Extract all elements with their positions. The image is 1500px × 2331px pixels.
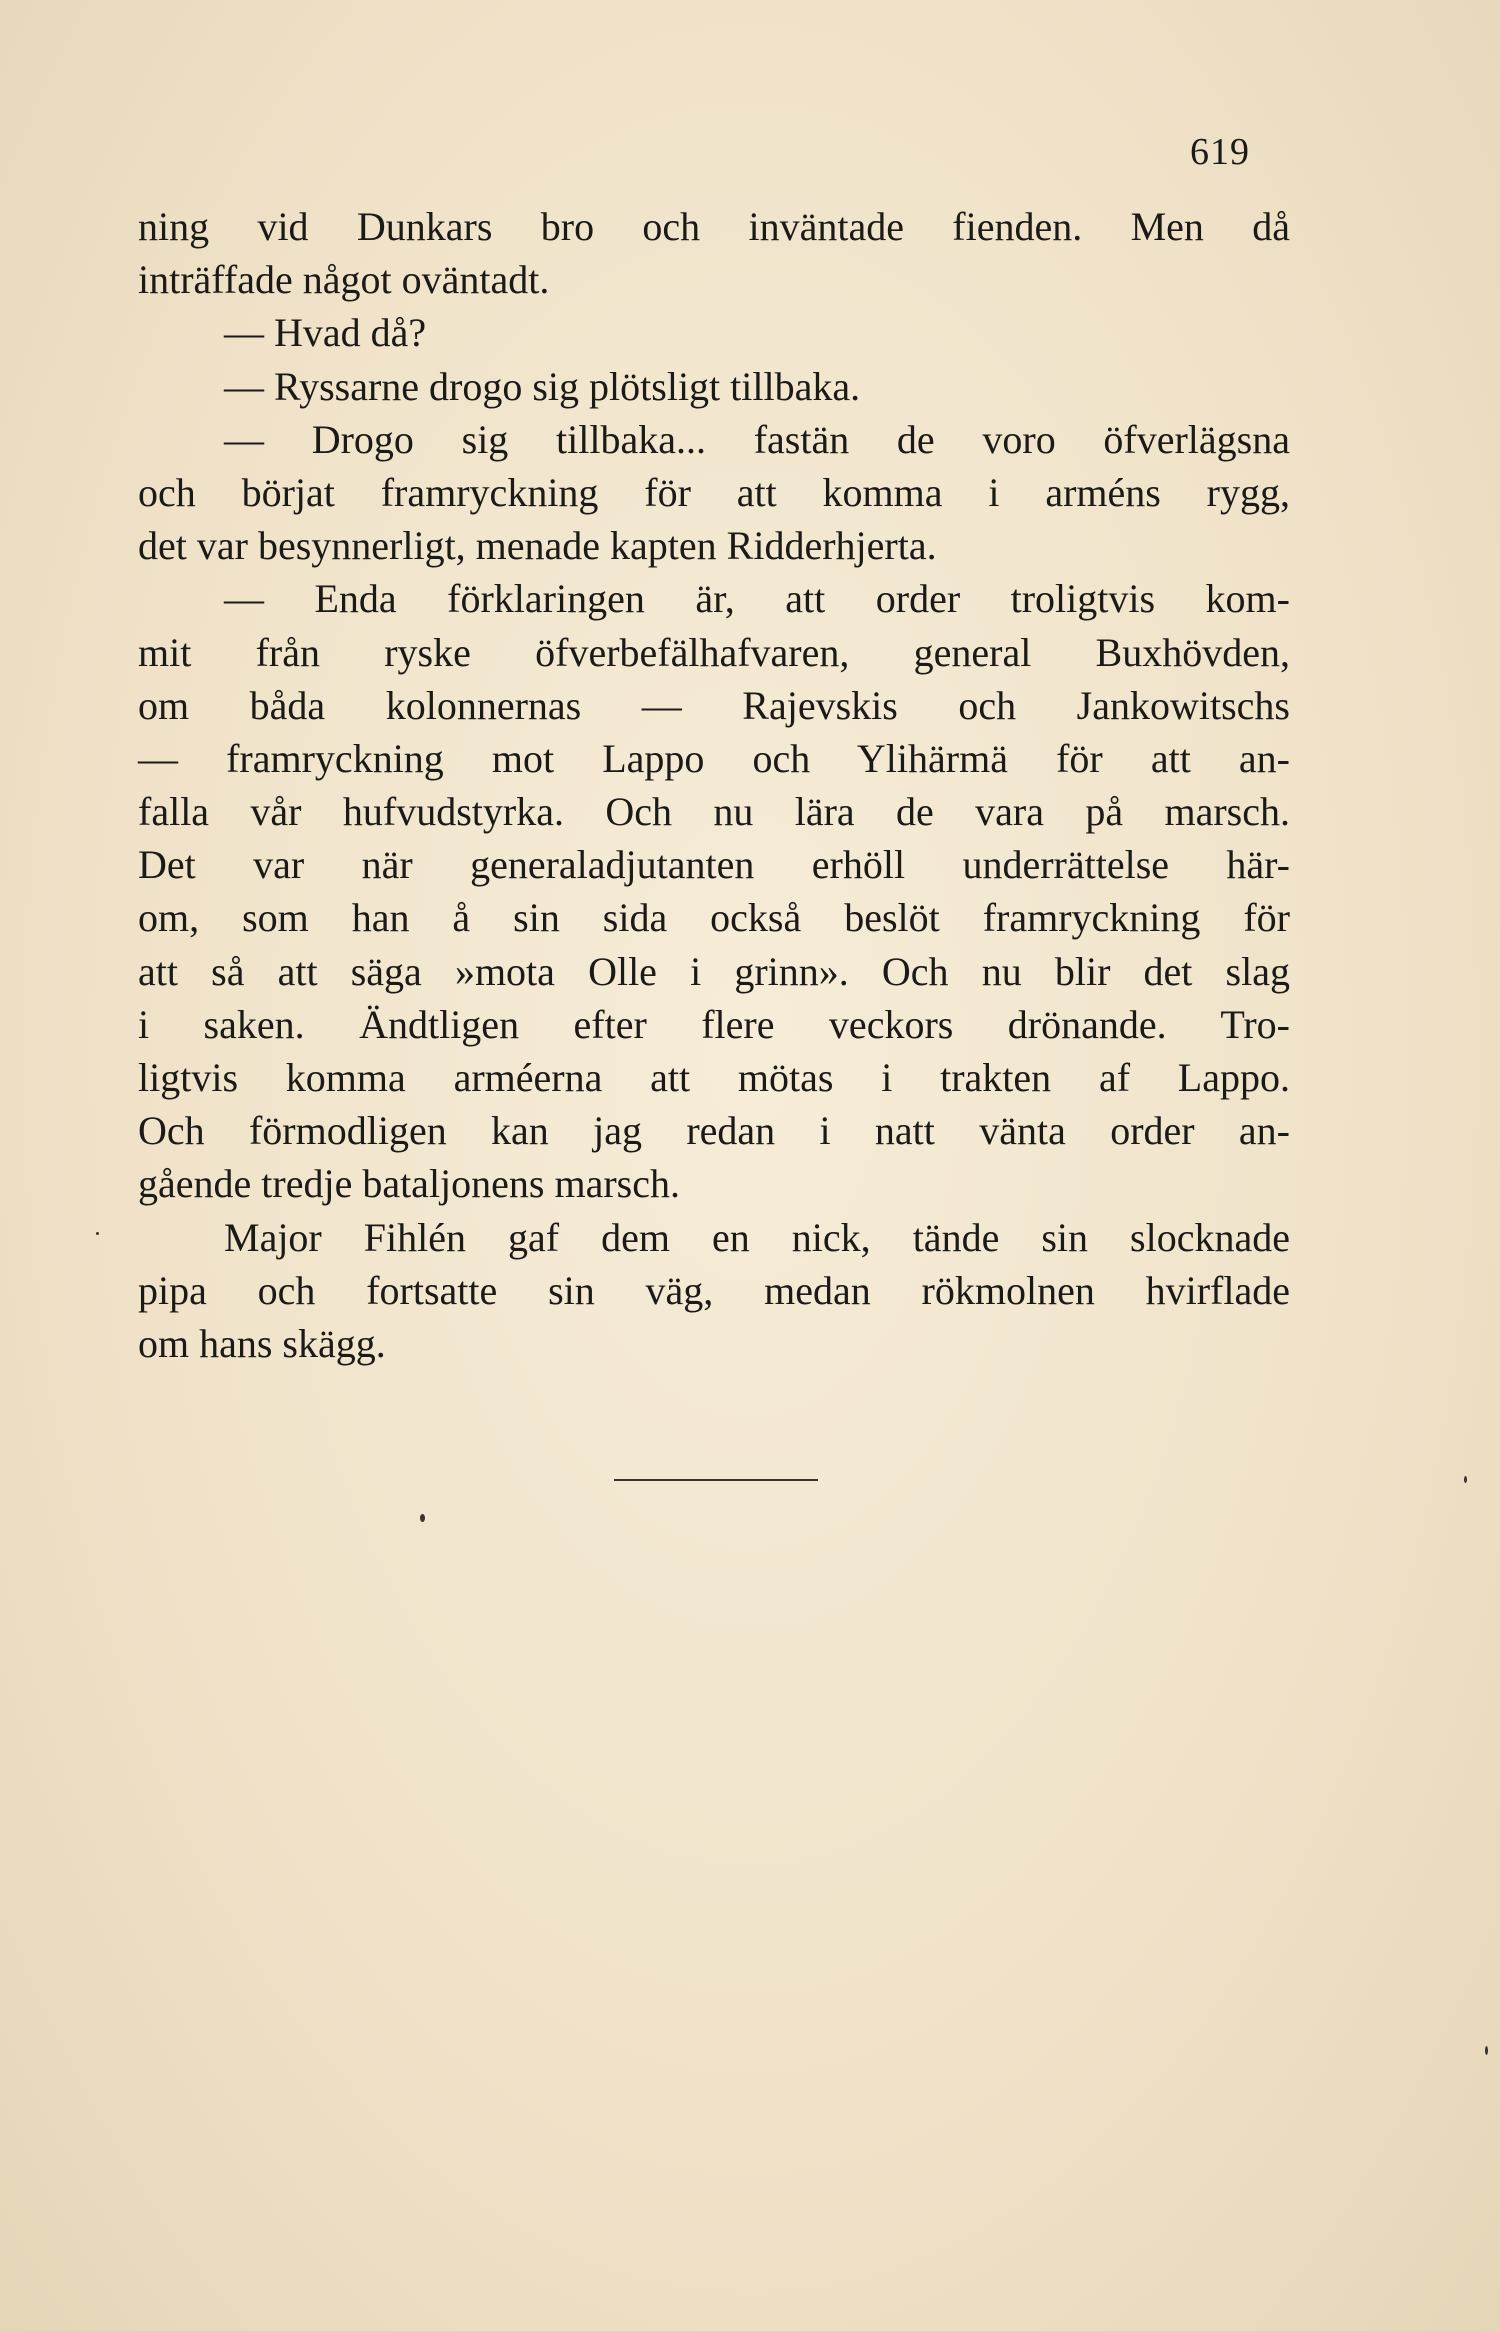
text-line: Major Fihlén gaf dem en nick, tände sin slocknade	[224, 1214, 1290, 1260]
text-line: om, som han å sin sida också beslöt framryckning för	[138, 895, 1290, 941]
text-line: pipa och fortsatte sin väg, medan rökmolnen hvirflade	[138, 1267, 1290, 1313]
text-line: gående tredje bataljonens marsch.	[138, 1161, 680, 1207]
text-line: Det var när generaladjutanten erhöll underrättelse här-	[138, 842, 1290, 888]
text-line: om båda kolonnernas — Rajevskis och Jankowitschs	[138, 682, 1290, 728]
text-line: ligtvis komma arméerna att mötas i trakten af Lappo.	[138, 1055, 1290, 1100]
print-speck	[1464, 1476, 1467, 1483]
body-text	[138, 200, 1290, 1370]
print-speck	[1485, 2046, 1488, 2055]
text-line: om hans skägg.	[138, 1320, 386, 1366]
text-line: — Hvad då?	[224, 310, 427, 356]
page-number: 619	[1190, 131, 1250, 173]
text-line: — framryckning mot Lappo och Ylihärmä för att an-	[138, 735, 1290, 781]
text-line: det var besynnerligt, menade kapten Ridderhjerta.	[138, 523, 937, 569]
text-line: inträffade något oväntadt.	[138, 257, 550, 303]
text-line: i saken. Ändtligen efter flere veckors drönande. Tro-	[138, 1001, 1290, 1047]
section-divider	[614, 1479, 818, 1481]
text-line: att så att säga »mota Olle i grinn». Och nu blir det slag	[138, 948, 1290, 994]
print-speck	[96, 1232, 99, 1235]
text-line: och börjat framryckning för att komma i arméns rygg,	[138, 469, 1290, 515]
text-line: — Drogo sig tillbaka... fastän de voro öfverlägsna	[224, 416, 1290, 462]
text-line: — Enda förklaringen är, att order troligtvis kom-	[224, 576, 1290, 622]
text-line: falla vår hufvudstyrka. Och nu lära de vara på marsch.	[138, 789, 1290, 835]
text-line: ning vid Dunkars bro och inväntade fienden. Men då	[138, 204, 1290, 249]
text-line: Och förmodligen kan jag redan i natt vänta order an-	[138, 1108, 1290, 1154]
print-speck	[420, 1514, 425, 1522]
text-line: — Ryssarne drogo sig plötsligt tillbaka.	[224, 363, 861, 409]
text-line: mit från ryske öfverbefälhafvaren, general Buxhövden,	[138, 629, 1290, 675]
